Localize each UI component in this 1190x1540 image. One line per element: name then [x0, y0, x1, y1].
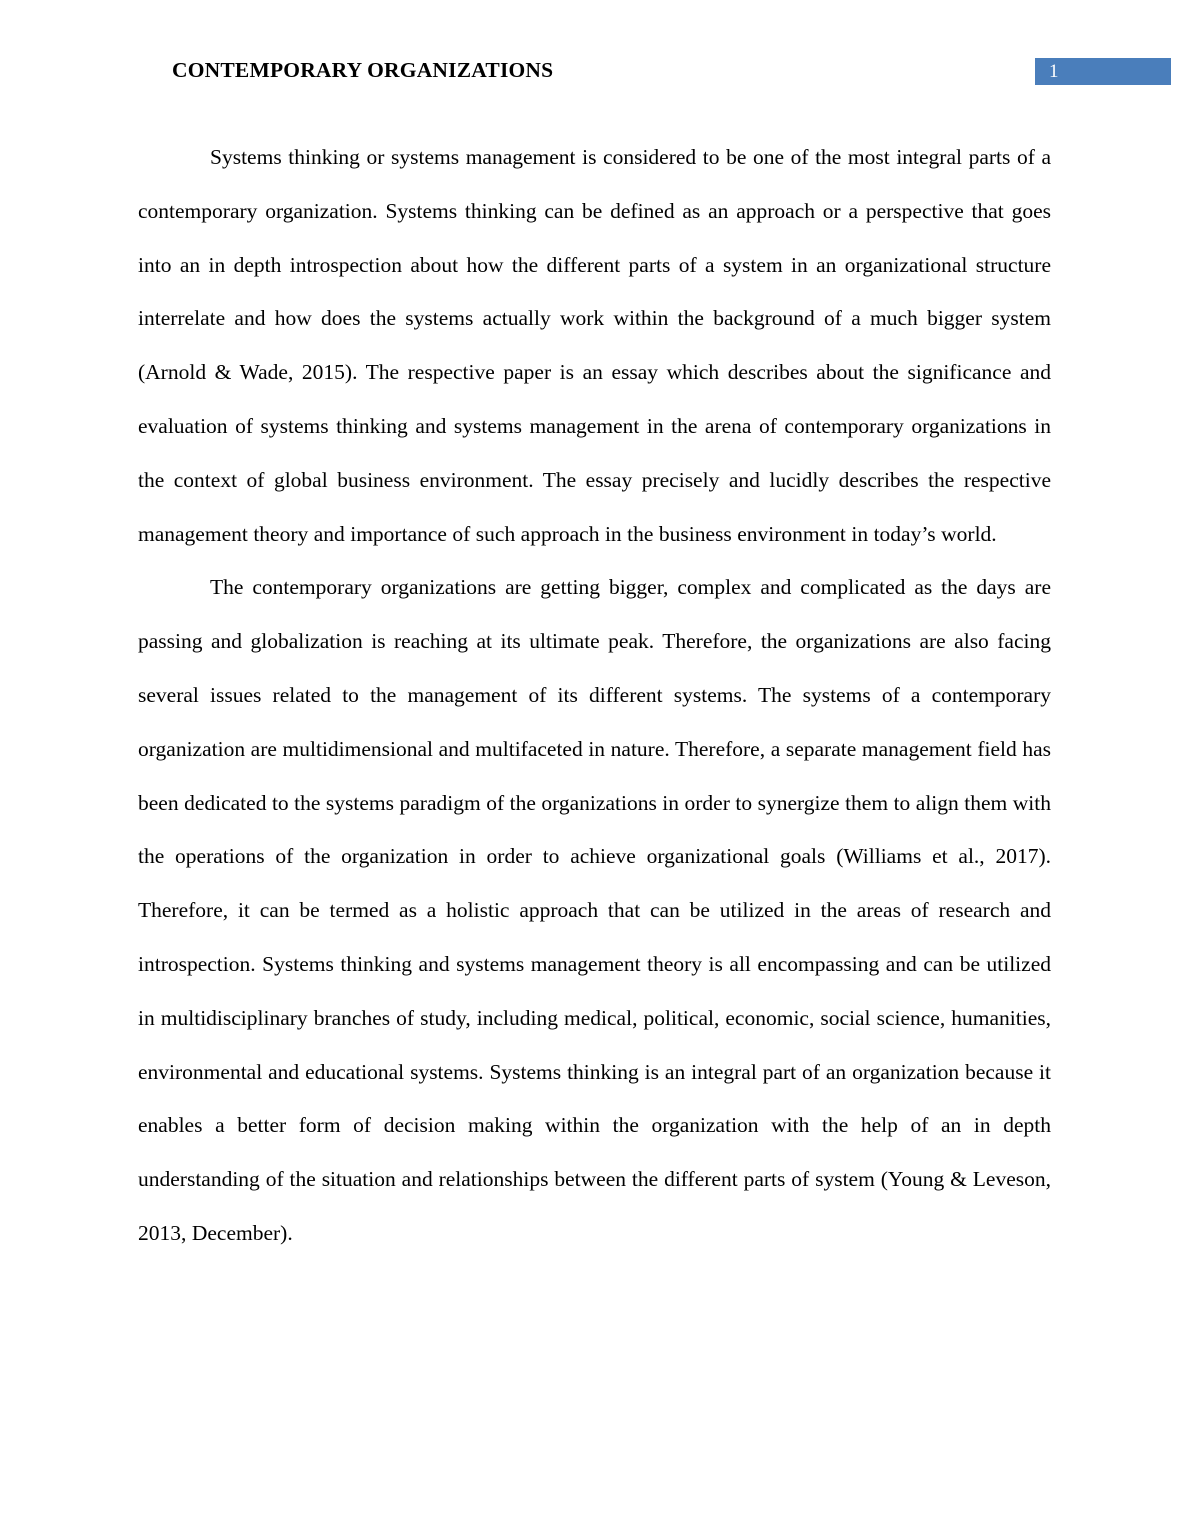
running-header-title: CONTEMPORARY ORGANIZATIONS: [172, 58, 554, 82]
body-paragraph-1: Systems thinking or systems management is considered to be one of the most integral parts of a contemporary organization. Systems thinking can be defined as an approach or a perspective that goes into an in depth introspection about how the different parts of a system in an organizational structure interrelate and how does the systems actually work within the background of a much bigger system (Arnold & Wade, 2015). The respective paper is an essay which describes about the significance and evaluation of systems thinking and systems management in the arena of contemporary organizations in the context of global business environment. The essay precisely and lucidly describes the respective management theory and importance of such approach in the business environment in today’s world.: [138, 145, 1051, 546]
document-body: [138, 131, 1051, 1261]
running-header: [0, 55, 1190, 87]
body-paragraph-2: The contemporary organizations are getting bigger, complex and complicated as the days are passing and globalization is reaching at its ultimate peak. Therefore, the organizations are also facing several issues related to the management of its different systems. The systems of a contemporary organization are multidimensional and multifaceted in nature. Therefore, a separate management field has been dedicated to the systems paradigm of the organizations in order to synergize them to align them with the operations of the organization in order to achieve organizational goals (Williams et al., 2017). Therefore, it can be termed as a holistic approach that can be utilized in the areas of research and introspection. Systems thinking and systems management theory is all encompassing and can be utilized in multidisciplinary branches of study, including medical, political, economic, social science, humanities, environmental and educational systems. Systems thinking is an integral part of an organization because it enables a better form of decision making within the organization with the help of an in depth understanding of the situation and relationships between the different parts of system (Young & Leveson, 2013, December).: [138, 575, 1051, 1245]
page-number-badge: [1035, 58, 1171, 85]
page-number-label: 1: [1049, 61, 1059, 82]
